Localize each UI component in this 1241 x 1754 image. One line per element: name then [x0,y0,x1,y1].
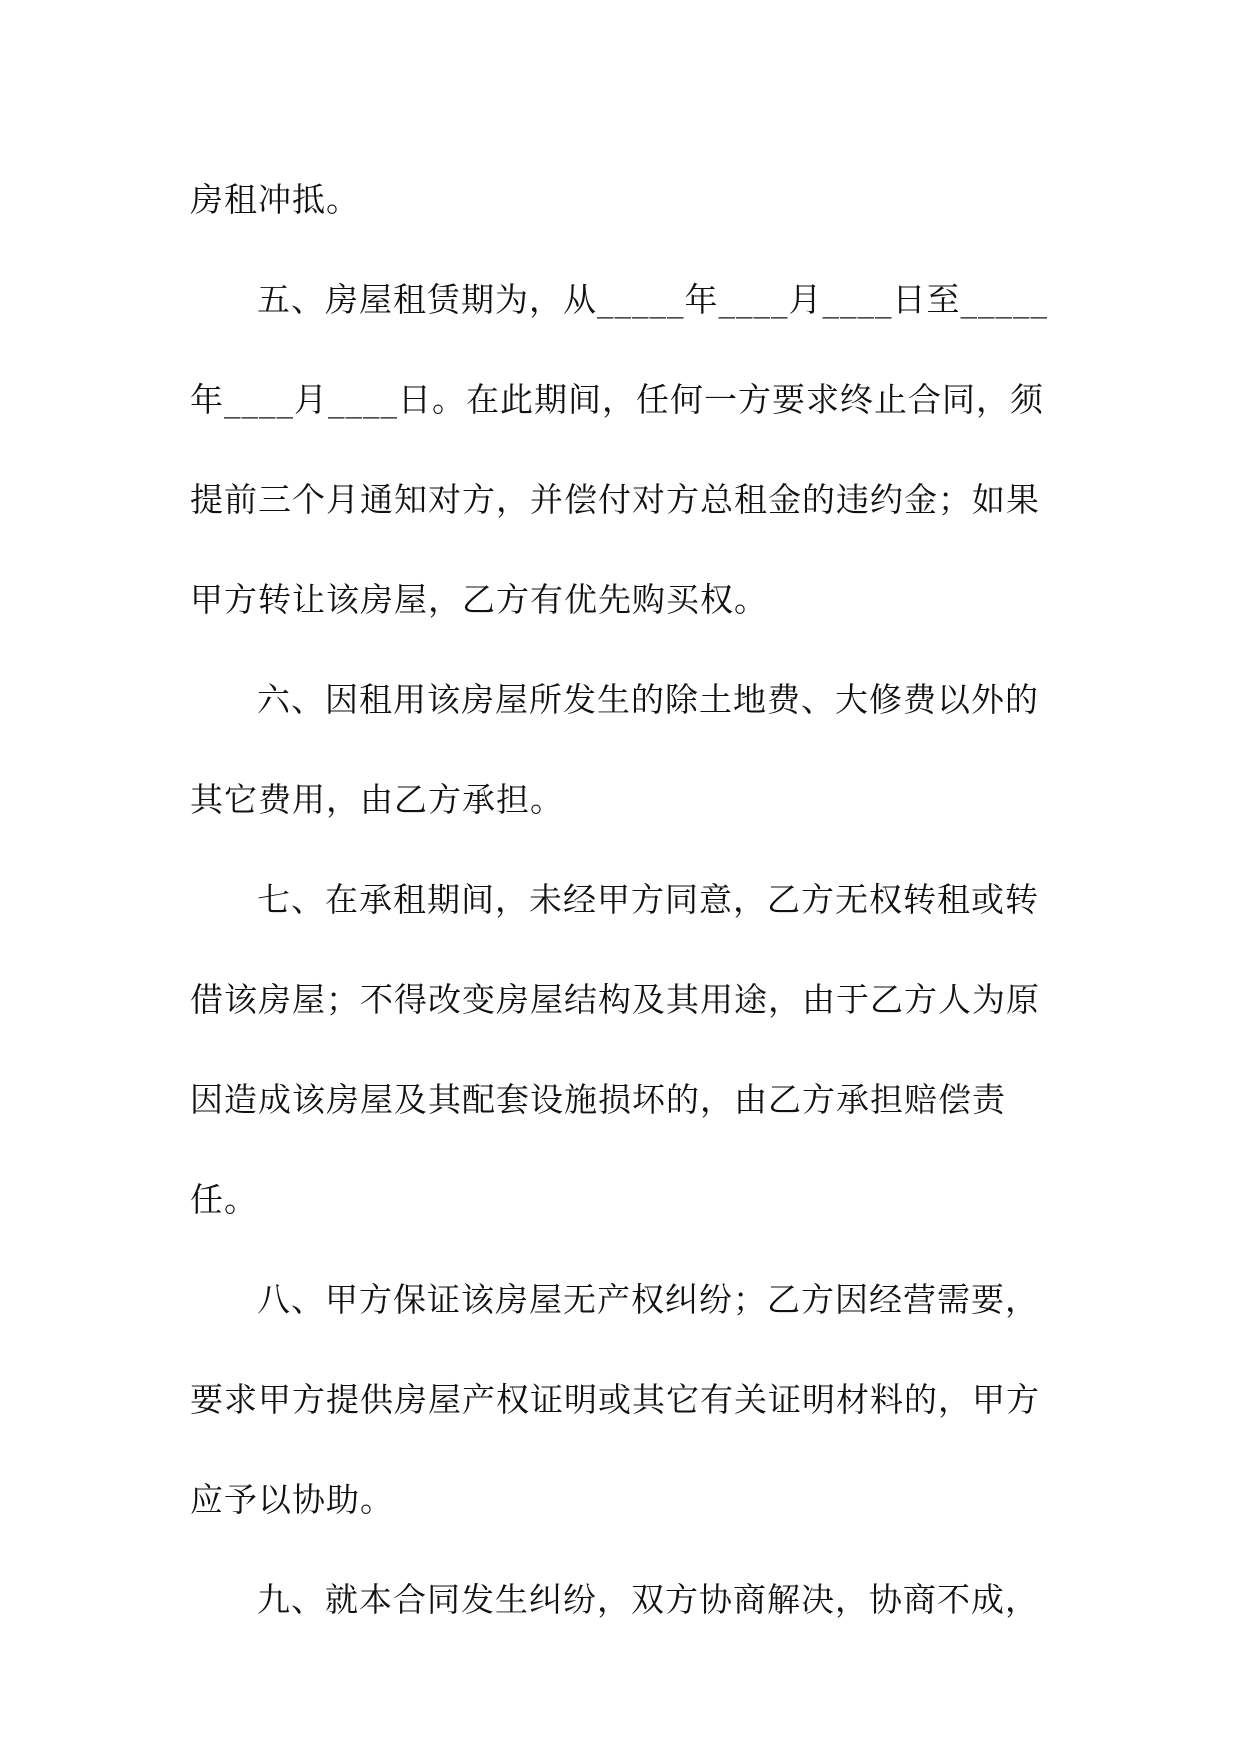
clause-8-line: 八、甲方保证该房屋无产权纠纷；乙方因经营需要， [257,1280,1039,1319]
text-line: 应予以协助。 [190,1480,394,1519]
text-line: 任。 [190,1180,258,1219]
text-line: 甲方转让该房屋，乙方有优先购买权。 [190,580,768,619]
text-line: 借该房屋；不得改变房屋结构及其用途，由于乙方人为原 [190,980,1040,1019]
text-line: 提前三个月通知对方，并偿付对方总租金的违约金；如果 [190,480,1040,519]
clause-9-line: 九、就本合同发生纠纷，双方协商解决，协商不成， [257,1580,1039,1619]
clause-5-line: 五、房屋租赁期为，从_____年____月____日至_____ [257,280,1048,319]
text-line: 因造成该房屋及其配套设施损坏的，由乙方承担赔偿责 [190,1080,1006,1119]
clause-6-line: 六、因租用该房屋所发生的除土地费、大修费以外的 [257,680,1039,719]
text-line: 其它费用，由乙方承担。 [190,780,564,819]
text-line: 要求甲方提供房屋产权证明或其它有关证明材料的，甲方 [190,1380,1040,1419]
text-line: 年____月____日。在此期间，任何一方要求终止合同，须 [190,380,1044,419]
clause-7-line: 七、在承租期间，未经甲方同意，乙方无权转租或转 [257,880,1039,919]
text-line: 房租冲抵。 [190,180,360,219]
